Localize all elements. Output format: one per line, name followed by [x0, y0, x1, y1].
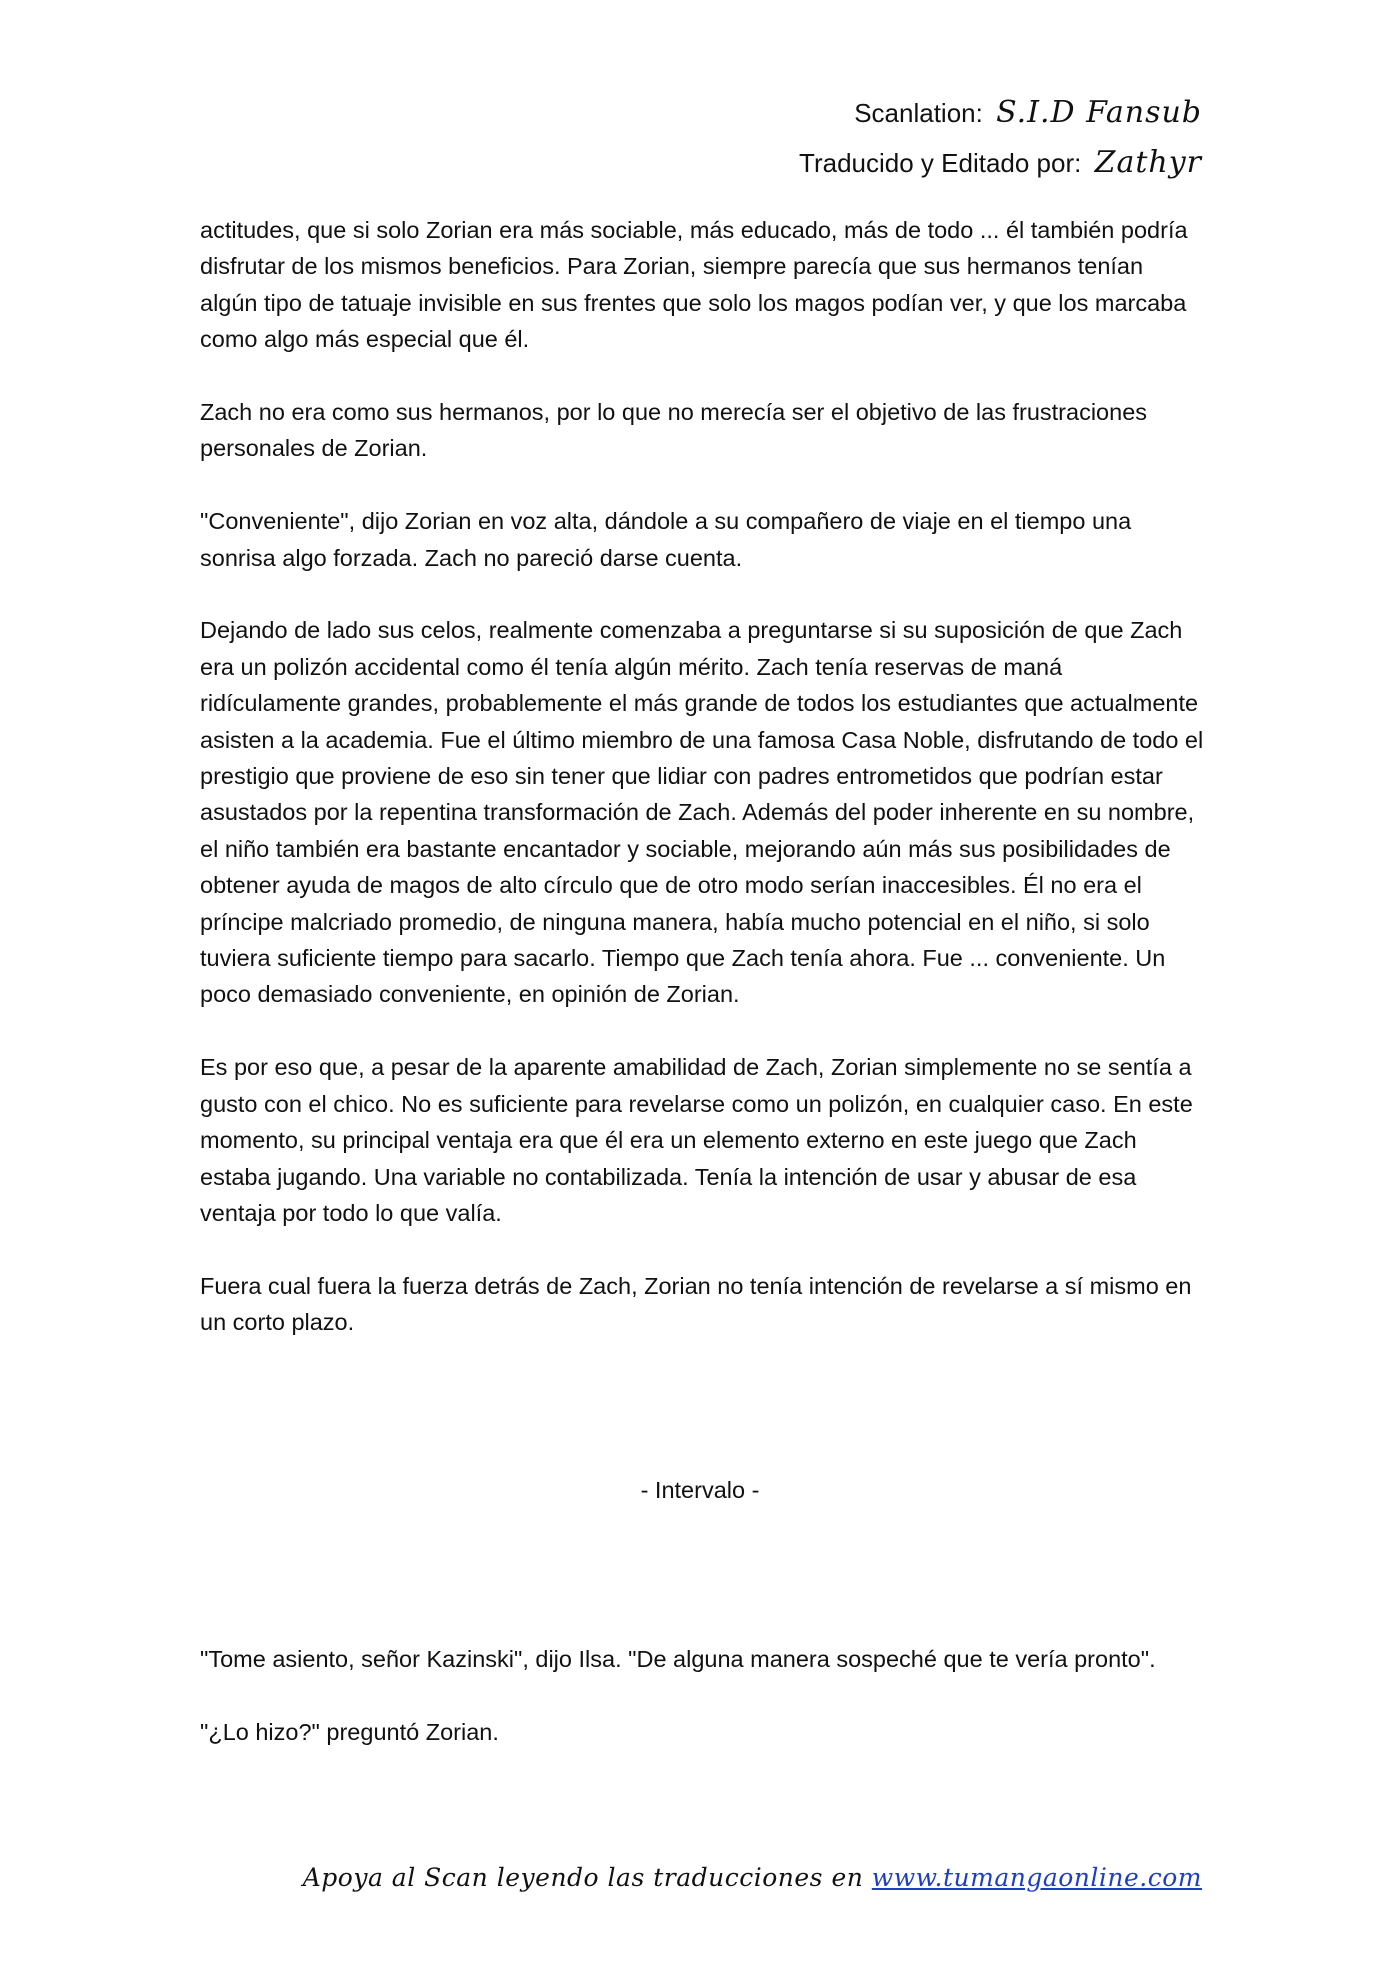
translator-label: Traducido y Editado por: — [799, 148, 1082, 178]
story-text — [200, 212, 1206, 1377]
scanlation-credit — [799, 88, 1202, 138]
footer-text: Apoya al Scan leyendo las traducciones en — [302, 1863, 864, 1892]
paragraph: Es por eso que, a pesar de la aparente amabilidad de Zach, Zorian simplemente no se sentía a gusto con el chico. No es suficiente para revelarse como un polizón, en cualquier caso. En este momento, su principal ventaja era que él era un elemento externo en este juego que Zach estaba jugando. Una variable no contabilizada. Tenía la intención de usar y abusar de esa ventaja por todo lo que valía. — [200, 1054, 1193, 1226]
footer-note — [303, 1858, 1202, 1898]
scene-break: - Intervalo - — [640, 1477, 760, 1503]
dialogue-text — [200, 1641, 1206, 1787]
translator-name: Zathyr — [1094, 145, 1202, 180]
paragraph: Fuera cual fuera la fuerza detrás de Zach, Zorian no tenía intención de revelarse a sí mismo en un corto plazo. — [200, 1272, 1192, 1336]
footer-link[interactable]: www.tumangaonline.com — [871, 1863, 1202, 1892]
paragraph: Zach no era como sus hermanos, por lo que no merecía ser el objetivo de las frustraciones personales de Zorian. — [200, 399, 1148, 462]
paragraph: "Conveniente", dijo Zorian en voz alta, dándole a su compañero de viaje en el tiempo una sonrisa algo forzada. Zach no pareció darse cuenta. — [200, 508, 1132, 571]
paragraph: Dejando de lado sus celos, realmente comenzaba a preguntarse si su suposición de que Zach era un polizón accidental como él tenía algún mérito. Zach tenía reservas de maná ridículamente grandes, probablemente el más grande de todos los estudiantes que actualmente asisten a la academia. Fue el último miembro de una famosa Casa Noble, disfrutando de todo el prestigio que proviene de eso sin tener que lidiar con padres entrometidos que podrían estar asustados por la repentina transformación de Zach. Además del poder inherente en su nombre, el niño también era bastante encantador y sociable, mejorando aún más sus posibilidades de obtener ayuda de magos de alto círculo que de otro modo serían inaccesibles. Él no era el príncipe malcriado promedio, de ninguna manera, había mucho potencial en el niño, si solo tuviera suficiente tiempo para sacarlo. Tiempo que Zach tenía ahora. Fue ... conveniente. Un poco demasiado conveniente, en opinión de Zorian. — [200, 617, 1204, 1008]
paragraph: actitudes, que si solo Zorian era más sociable, más educado, más de todo ... él también podría disfrutar de los mismos beneficios. Para Zorian, siempre parecía que sus hermanos tenían algún tipo de tatuaje invisible en sus frentes que solo los magos podían ver, y que los marcaba como algo más especial que él. — [200, 217, 1188, 353]
scanlation-group: S.I.D Fansub — [996, 95, 1202, 130]
credits-block — [799, 88, 1202, 188]
paragraph: "¿Lo hizo?" preguntó Zorian. — [200, 1718, 499, 1745]
scanlation-label: Scanlation: — [854, 98, 983, 128]
paragraph: "Tome asiento, señor Kazinski", dijo Ilsa. "De alguna manera sospeché que te vería pronto". — [200, 1646, 1156, 1672]
translator-credit — [799, 138, 1202, 188]
